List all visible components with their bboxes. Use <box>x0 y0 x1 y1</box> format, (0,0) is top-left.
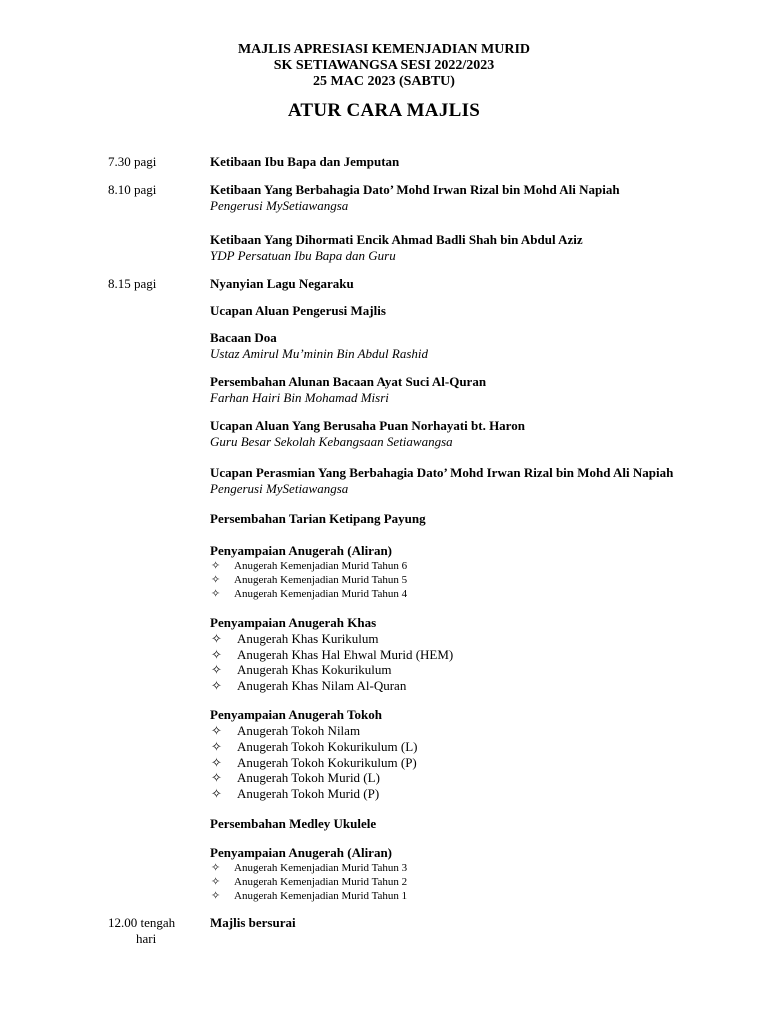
schedule-item <box>210 182 680 214</box>
diamond-outline-icon: ✧ <box>211 785 222 801</box>
award-name: Anugerah Khas Kokurikulum <box>237 662 392 678</box>
item-subtitle: Pengerusi MySetiawangsa <box>210 481 349 496</box>
award-list-item <box>210 875 680 889</box>
award-list <box>210 723 680 801</box>
award-list-item <box>210 889 680 903</box>
diamond-outline-icon: ✧ <box>211 876 221 889</box>
event-name: MAJLIS APRESIASI KEMENJADIAN MURID <box>237 42 531 57</box>
item-title: Ketibaan Yang Berbahagia Dato’ Mohd Irwan Rizal bin Mohd Ali Napiah <box>210 182 620 197</box>
schedule-item <box>210 232 680 264</box>
schedule-item <box>210 511 680 527</box>
program-list <box>0 154 768 947</box>
award-list-item <box>210 786 680 802</box>
time-label: 8.10 pagi <box>108 182 157 197</box>
schedule-item <box>210 154 680 170</box>
item-title: Ucapan Aluan Yang Berusaha Puan Norhayati bt. Haron <box>210 418 525 433</box>
event-date: 25 MAC 2023 (SABTU) <box>313 74 455 89</box>
page-title: ATUR CARA MAJLIS <box>287 100 481 121</box>
schedule-row <box>0 182 768 264</box>
diamond-outline-icon: ✧ <box>211 560 221 572</box>
schedule-items <box>210 154 680 170</box>
item-title: Ketibaan Ibu Bapa dan Jemputan <box>210 154 400 169</box>
item-title: Penyampaian Anugerah Tokoh <box>210 707 382 723</box>
item-title: Persembahan Alunan Bacaan Ayat Suci Al-Quran <box>210 374 487 389</box>
diamond-outline-icon: ✧ <box>211 738 222 754</box>
diamond-outline-icon: ✧ <box>211 862 221 875</box>
school-session: SK SETIAWANGSA SESI 2022/2023 <box>273 58 495 73</box>
schedule-item <box>210 816 680 832</box>
award-list-item <box>210 861 680 875</box>
item-title: Persembahan Medley Ukulele <box>210 816 377 832</box>
item-title: Ucapan Perasmian Yang Berbahagia Dato’ Mohd Irwan Rizal bin Mohd Ali Napiah <box>210 465 674 480</box>
award-list-item <box>210 739 680 755</box>
award-list-item <box>210 587 680 601</box>
item-title: Ketibaan Yang Dihormati Encik Ahmad Badli Shah bin Abdul Aziz <box>210 232 583 247</box>
award-name: Anugerah Tokoh Murid (P) <box>237 785 380 801</box>
item-subtitle: Pengerusi MySetiawangsa <box>210 198 349 213</box>
item-subtitle: Farhan Hairi Bin Mohamad Misri <box>210 390 389 405</box>
diamond-outline-icon: ✧ <box>211 723 222 739</box>
award-name: Anugerah Kemenjadian Murid Tahun 1 <box>234 890 408 903</box>
schedule-items <box>210 915 680 931</box>
award-name: Anugerah Khas Kurikulum <box>237 631 379 646</box>
diamond-outline-icon: ✧ <box>211 574 221 586</box>
time-label: 7.30 pagi <box>108 154 157 169</box>
diamond-outline-icon: ✧ <box>211 588 221 600</box>
item-title: Penyampaian Anugerah (Aliran) <box>210 845 393 861</box>
schedule-item <box>210 303 680 319</box>
schedule-items <box>210 182 680 264</box>
award-list-item <box>210 559 680 573</box>
schedule-item <box>210 707 680 801</box>
award-list-item <box>210 755 680 771</box>
schedule-item <box>210 374 680 406</box>
item-title: Penyampaian Anugerah Khas <box>210 615 377 630</box>
schedule-item <box>210 543 680 601</box>
award-list-item <box>210 723 680 739</box>
item-subtitle: Ustaz Amirul Mu’minin Bin Abdul Rashid <box>210 346 428 361</box>
schedule-item <box>210 465 680 497</box>
award-name: Anugerah Tokoh Kokurikulum (L) <box>237 738 418 754</box>
award-name: Anugerah Kemenjadian Murid Tahun 5 <box>234 574 408 586</box>
schedule-items <box>210 276 680 903</box>
award-list-item <box>210 647 680 663</box>
schedule-item <box>210 276 680 292</box>
item-subtitle: Guru Besar Sekolah Kebangsaan Setiawangsa <box>210 434 453 449</box>
award-name: Anugerah Kemenjadian Murid Tahun 6 <box>234 560 408 572</box>
award-name: Anugerah Khas Hal Ehwal Murid (HEM) <box>237 646 454 662</box>
document-header <box>0 42 768 122</box>
schedule-row <box>0 276 768 903</box>
item-title: Majlis bersurai <box>210 915 296 931</box>
award-name: Anugerah Kemenjadian Murid Tahun 3 <box>234 862 408 875</box>
award-list <box>210 861 680 903</box>
item-title: Ucapan Aluan Pengerusi Majlis <box>210 303 386 318</box>
award-list <box>210 559 680 601</box>
award-list-item <box>210 662 680 678</box>
award-name: Anugerah Tokoh Kokurikulum (P) <box>237 754 417 770</box>
item-title: Penyampaian Anugerah (Aliran) <box>210 543 393 558</box>
diamond-outline-icon: ✧ <box>211 646 222 662</box>
diamond-outline-icon: ✧ <box>211 770 222 786</box>
item-subtitle: YDP Persatuan Ibu Bapa dan Guru <box>210 248 396 263</box>
schedule-item <box>210 418 680 450</box>
schedule-item <box>210 845 680 903</box>
item-title: Bacaan Doa <box>210 330 277 345</box>
award-name: Anugerah Kemenjadian Murid Tahun 4 <box>234 588 408 600</box>
item-title: Persembahan Tarian Ketipang Payung <box>210 511 426 526</box>
schedule-item <box>210 915 680 931</box>
diamond-outline-icon: ✧ <box>211 677 222 693</box>
time-label: 12.00 tengah hari <box>108 915 176 947</box>
item-title: Nyanyian Lagu Negaraku <box>210 276 354 291</box>
award-name: Anugerah Kemenjadian Murid Tahun 2 <box>234 876 408 889</box>
schedule-item <box>210 330 680 362</box>
diamond-outline-icon: ✧ <box>211 662 222 678</box>
award-list-item <box>210 770 680 786</box>
award-name: Anugerah Tokoh Murid (L) <box>237 770 380 786</box>
award-list-item <box>210 631 680 647</box>
diamond-outline-icon: ✧ <box>211 754 222 770</box>
award-name: Anugerah Tokoh Nilam <box>237 723 361 739</box>
award-list-item <box>210 678 680 694</box>
diamond-outline-icon: ✧ <box>211 890 221 903</box>
time-label: 8.15 pagi <box>108 276 157 291</box>
award-list-item <box>210 573 680 587</box>
diamond-outline-icon: ✧ <box>211 631 222 646</box>
schedule-row <box>0 154 768 170</box>
schedule-row <box>0 915 768 947</box>
award-name: Anugerah Khas Nilam Al-Quran <box>237 677 407 693</box>
award-list <box>210 631 680 693</box>
schedule-item <box>210 615 680 693</box>
